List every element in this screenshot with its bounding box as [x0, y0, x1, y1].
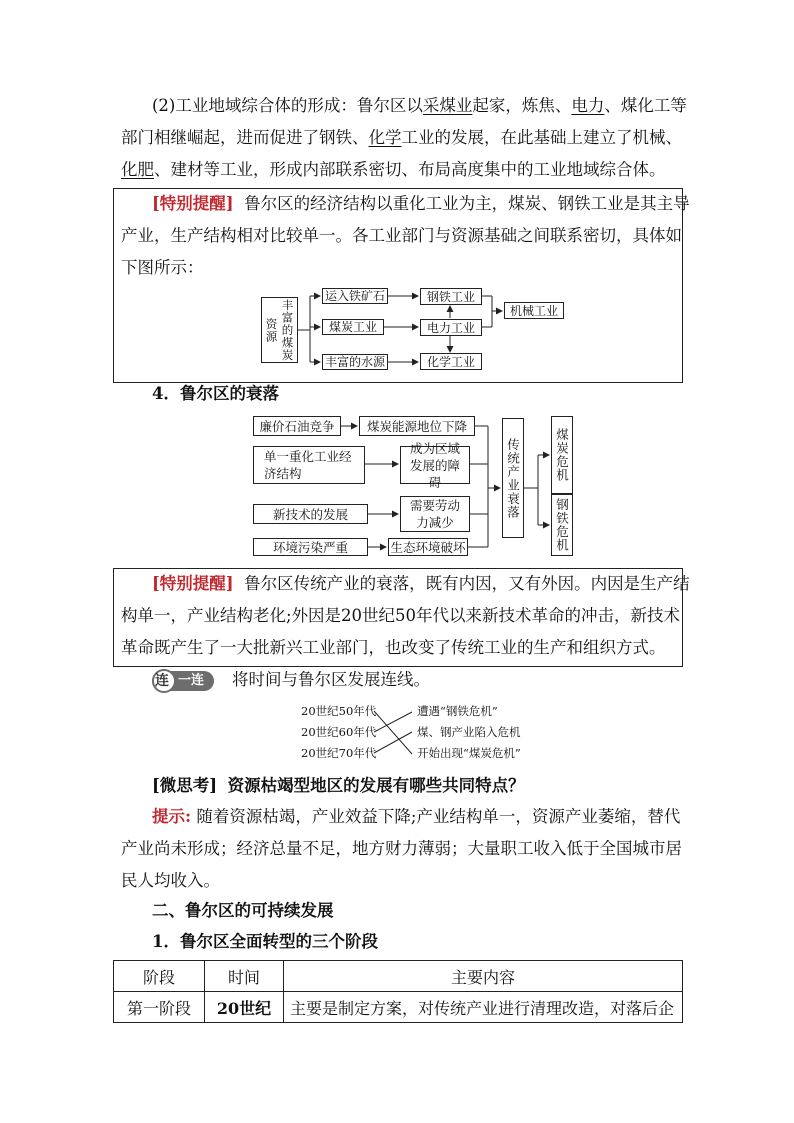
table-header-row [114, 961, 683, 992]
node-regional-obstacle: 成为区域发展的障碍 [400, 446, 470, 484]
tip2-line-2: 构单一，产业结构老化;外因是20世纪50年代以来新技术革命的冲击，新技术 [121, 606, 681, 625]
node-less-labor: 需要劳动力减少 [400, 496, 470, 532]
node-single-structure: 单一重化工业经济结构 [253, 446, 365, 484]
table-header: 主要内容 [284, 961, 683, 992]
hint-label: 提示: [152, 807, 192, 826]
intro-line-1: (2)工业地域综合体的形成：鲁尔区以采煤业起家，炼焦、电力、煤化工等 [152, 96, 687, 115]
node-eco-damage: 生态环境破坏 [388, 538, 468, 556]
node-machine: 机械工业 [504, 302, 564, 319]
table-header: 阶段 [114, 961, 205, 992]
tip2-line-3: 革命既产生了一大批新兴工业部门，也改变了传统工业的生产和组织方式。 [121, 638, 666, 657]
node-steel-crisis: 钢铁危机 [551, 494, 573, 556]
table-header: 时间 [205, 961, 284, 992]
underlined-term: 采煤业 [422, 96, 473, 115]
node-iron-ore: 运入铁矿石 [322, 288, 388, 304]
connect-left-2: 20世纪70年代 [301, 746, 377, 760]
node-new-tech: 新技术的发展 [253, 504, 368, 524]
intro-line-3: 化肥、建材等工业，形成内部联系密切、布局高度集中的工业地域综合体。 [121, 160, 666, 179]
node-coal-industry: 煤炭工业 [322, 319, 384, 335]
node-water: 丰富的水源 [322, 354, 388, 370]
node-steel: 钢铁工业 [420, 288, 482, 305]
connect-left-1: 20世纪60年代 [301, 725, 377, 739]
tip1-line-1: [特别提醒] 鲁尔区的经济结构以重化工业为主，煤炭、钢铁工业是其主导 [152, 194, 690, 213]
node-chem: 化学工业 [420, 353, 482, 370]
hint-line-1: 提示: 随着资源枯竭，产业效益下降;产业结构单一，资源产业萎缩，替代 [152, 807, 681, 826]
node-cheap-oil: 廉价石油竞争 [253, 416, 341, 436]
node-power: 电力工业 [420, 319, 482, 336]
node-traditional-decline: 传统产业衰落 [502, 418, 524, 538]
connect-right-1: 煤、钢产业陷入危机 [417, 725, 521, 739]
underlined-term: 化学 [368, 128, 402, 147]
table-cell: 第一阶段 [114, 992, 205, 1023]
tip2-line-1: [特别提醒] 鲁尔区传统产业的衰落，既有内因，又有外因。内因是生产结 [152, 574, 690, 593]
table-cell: 20世纪 [205, 992, 284, 1023]
tip1-line-2: 产业，生产结构相对比较单一。各工业部门与资源基础之间联系密切，具体如 [121, 226, 682, 245]
connect-badge-label: 连 [155, 673, 169, 689]
node-coal-resources: 丰富的煤炭资源 [261, 297, 298, 363]
hint-line-2: 产业尚未形成；经济总量不足，地方财力薄弱；大量职工收入低于全国城市居 [121, 839, 682, 858]
hint-line-3: 民人均收入。 [121, 871, 220, 890]
tip-label: [特别提醒] [152, 194, 234, 213]
intro-line-2: 部门相继崛起，进而促进了钢铁、化学工业的发展，在此基础上建立了机械、 [121, 128, 682, 147]
connect-right-2: 开始出现“煤炭危机” [417, 746, 521, 760]
node-pollution: 环境污染严重 [253, 538, 368, 556]
think-label: [微思考] [152, 776, 218, 795]
tip1-line-3: 下图所示： [121, 258, 204, 277]
section-two-sub: 1．鲁尔区全面转型的三个阶段 [152, 932, 378, 951]
node-coal-energy-decline: 煤炭能源地位下降 [359, 416, 475, 436]
think-question: [微思考] 资源枯竭型地区的发展有哪些共同特点？ [152, 776, 525, 795]
connect-right-0: 遭遇“钢铁危机” [417, 704, 498, 718]
section-two-heading: 二、鲁尔区的可持续发展 [152, 901, 334, 920]
tip-label: [特别提醒] [152, 574, 234, 593]
underlined-term: 化肥 [121, 160, 154, 179]
connect-instruction: 将时间与鲁尔区发展连线。 [232, 670, 430, 689]
table-row [114, 992, 683, 1023]
node-coal-crisis: 煤炭危机 [551, 416, 573, 494]
underlined-term: 电力 [571, 96, 605, 115]
table-cell: 主要是制定方案，对传统产业进行清理改造，对落后企 [284, 992, 683, 1023]
connect-left-0: 20世纪50年代 [301, 704, 377, 718]
stages-table [113, 960, 683, 1023]
section-4-heading: 4．鲁尔区的衰落 [152, 384, 279, 403]
